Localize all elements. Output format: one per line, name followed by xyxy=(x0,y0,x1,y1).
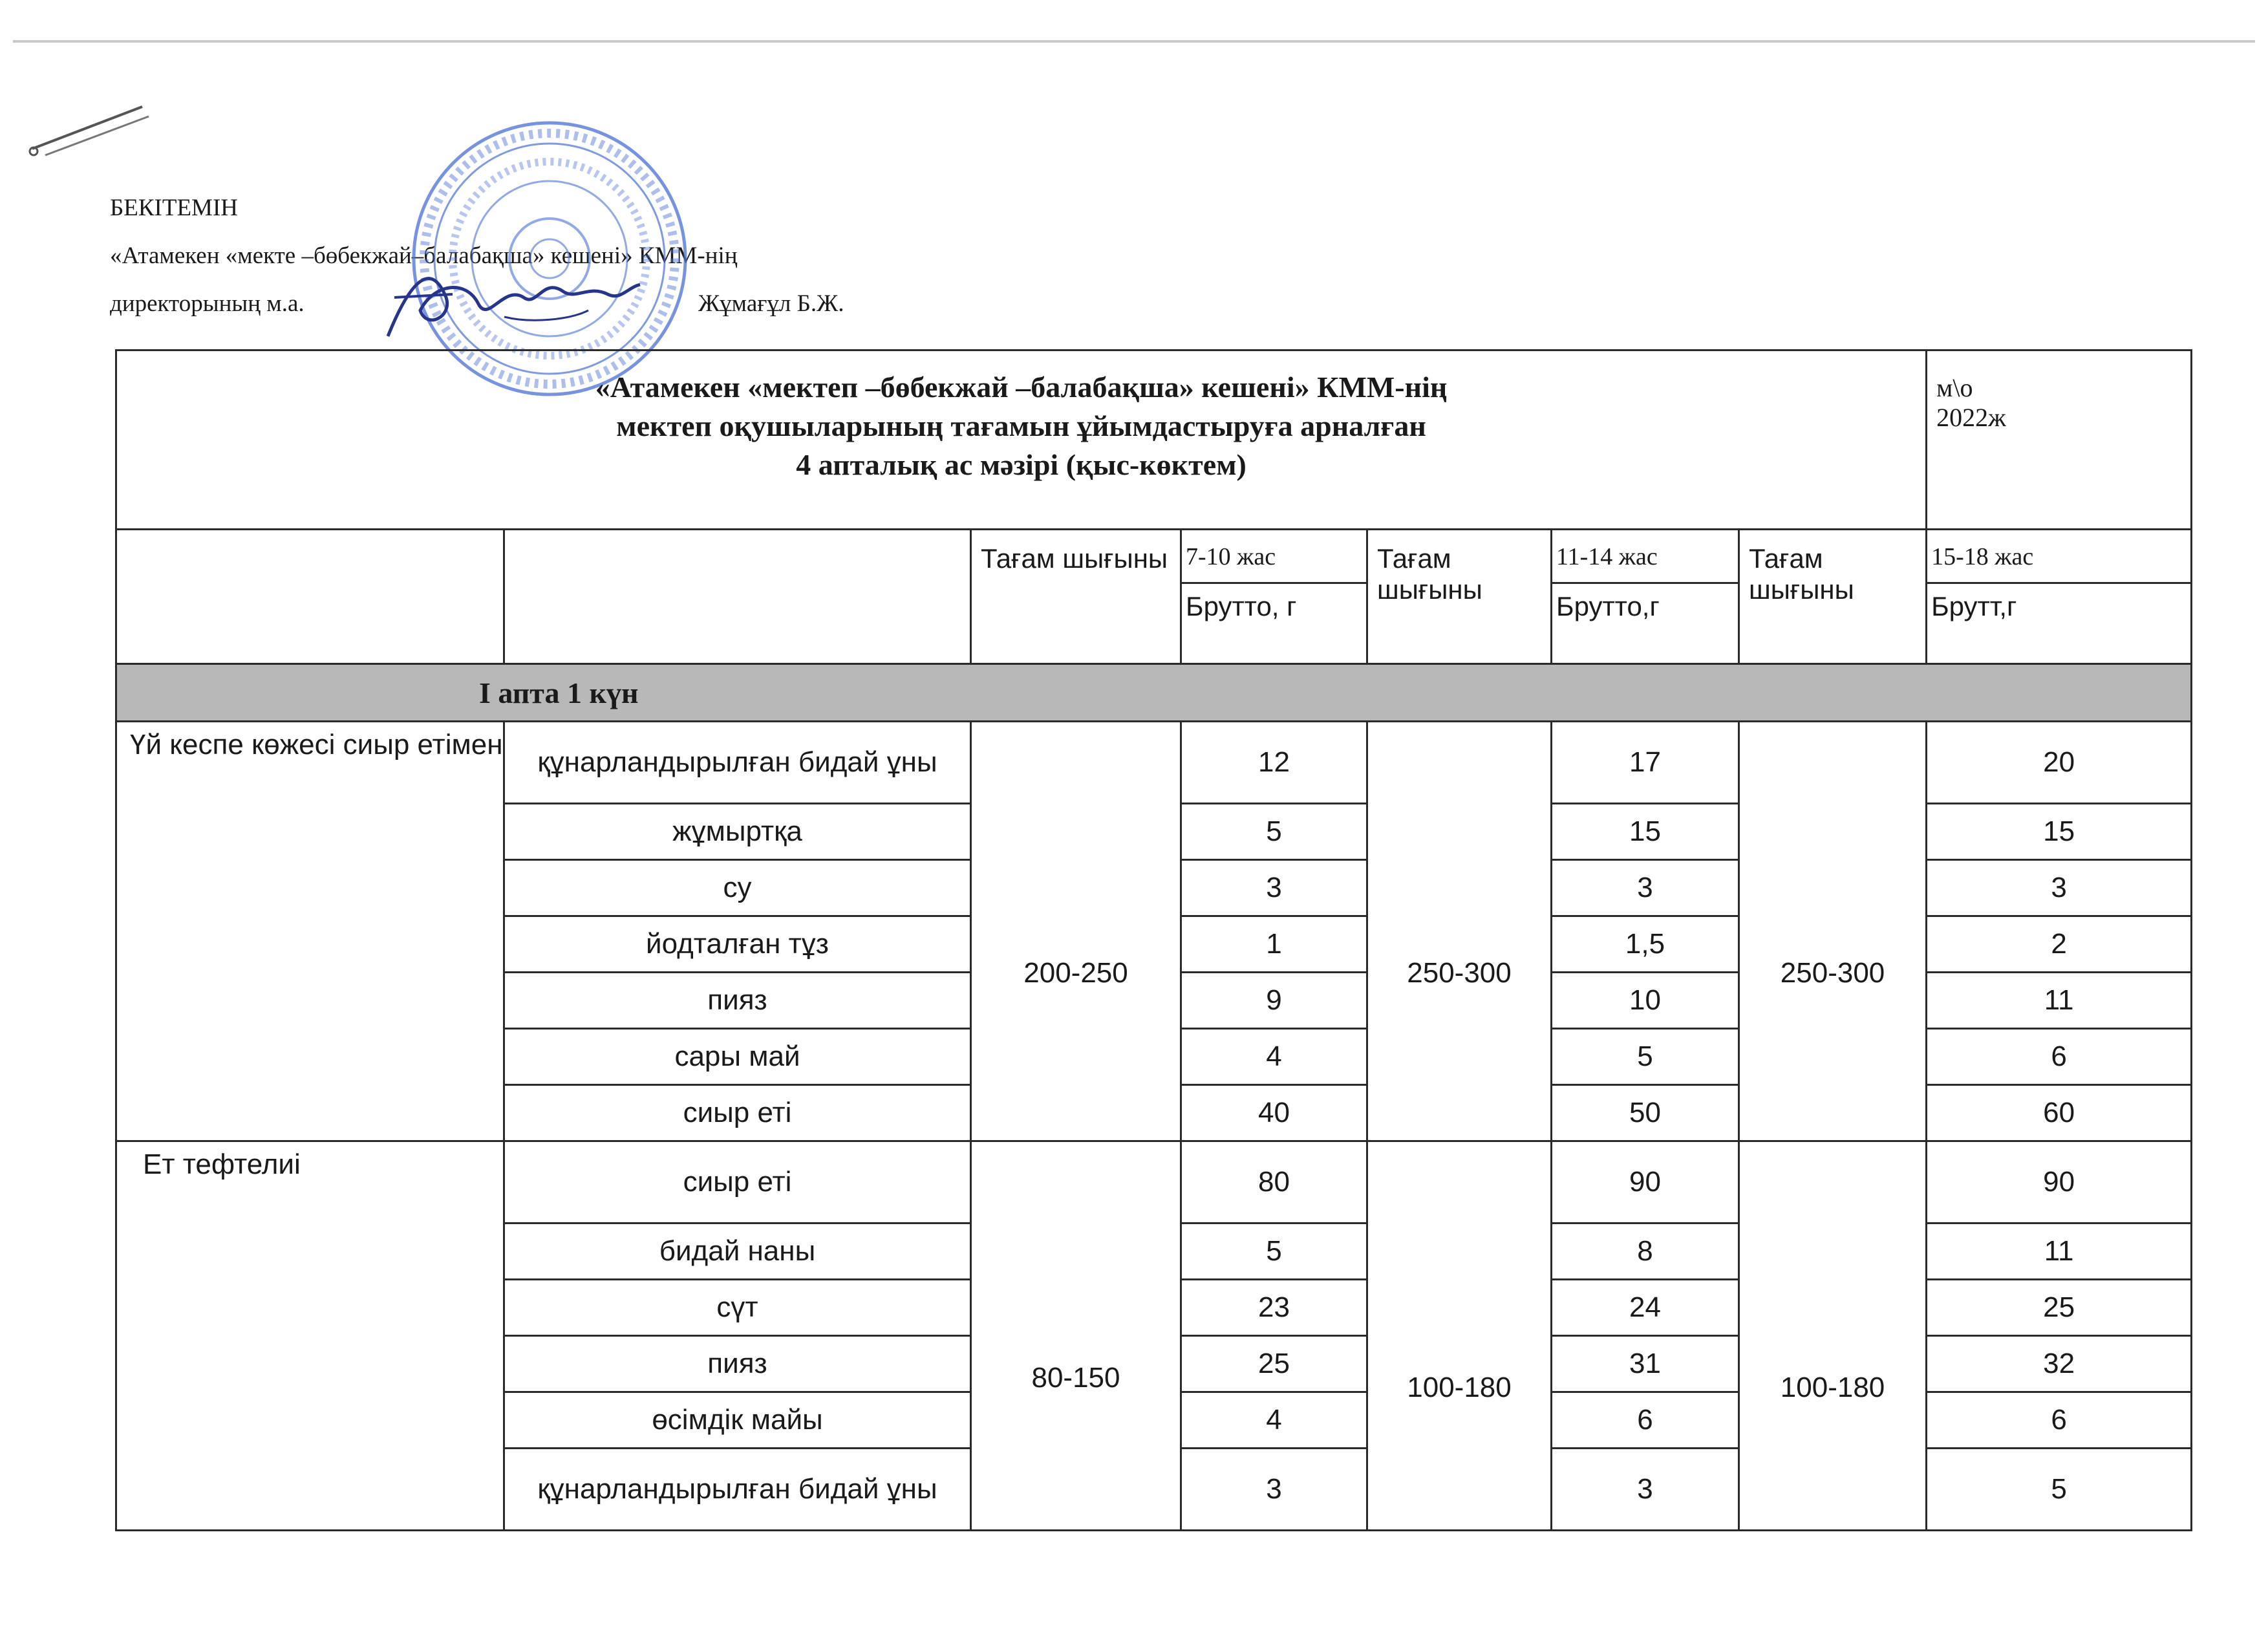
ingredient-name: сиыр еті xyxy=(504,1085,971,1141)
ingredient-name: өсімдік майы xyxy=(504,1392,971,1449)
gross-value: 15 xyxy=(1552,804,1739,860)
header-age-1: 7-10 жас xyxy=(1181,530,1367,583)
ingredient-name: пияз xyxy=(504,1336,971,1392)
gross-value: 90 xyxy=(1927,1141,2192,1223)
gross-value: 90 xyxy=(1552,1141,1739,1223)
portion-15-18: 100-180 xyxy=(1739,1141,1927,1531)
header-age-2: 11-14 жас xyxy=(1552,530,1739,583)
title-line-1: «Атамекен «мектеп –бөбекжай –балабақша» кешені» КММ-нің xyxy=(595,371,1448,404)
ingredient-name: құнарландырылған бидай ұны xyxy=(504,722,971,804)
gross-value: 25 xyxy=(1181,1336,1367,1392)
scan-edge-line xyxy=(13,40,2255,43)
gross-value: 12 xyxy=(1181,722,1367,804)
gross-value: 5 xyxy=(1181,1223,1367,1280)
menu-table xyxy=(115,349,2192,1531)
ingredient-name: сиыр еті xyxy=(504,1141,971,1223)
gross-value: 20 xyxy=(1927,722,2192,804)
ingredient-name: сары май xyxy=(504,1029,971,1085)
table-row xyxy=(116,722,2192,804)
header-empty-dish xyxy=(116,530,504,664)
gross-value: 6 xyxy=(1927,1392,2192,1449)
portion-7-10: 80-150 xyxy=(971,1141,1181,1531)
gross-value: 50 xyxy=(1552,1085,1739,1141)
director-signature xyxy=(375,259,647,349)
gross-value: 80 xyxy=(1181,1141,1367,1223)
gross-value: 60 xyxy=(1927,1085,2192,1141)
gross-value: 23 xyxy=(1181,1280,1367,1336)
title-line-3: 4 апталық ас мәзірі (қыс-көктем) xyxy=(796,448,1246,481)
gross-value: 6 xyxy=(1552,1392,1739,1449)
gross-value: 8 xyxy=(1552,1223,1739,1280)
gross-value: 3 xyxy=(1181,860,1367,916)
gross-value: 11 xyxy=(1927,1223,2192,1280)
gross-value: 15 xyxy=(1927,804,2192,860)
approve-position: директорының м.а. xyxy=(110,290,305,317)
gross-value: 5 xyxy=(1552,1029,1739,1085)
gross-value: 6 xyxy=(1927,1029,2192,1085)
gross-value: 31 xyxy=(1552,1336,1739,1392)
ingredient-name: құнарландырылған бидай ұны xyxy=(504,1449,971,1531)
title-line-2: мектеп оқушыларының тағамын ұйымдастыруға арналған xyxy=(616,409,1426,442)
gross-value: 1,5 xyxy=(1552,916,1739,973)
header-portion-2: Тағам шығыны xyxy=(1367,530,1552,664)
gross-value: 40 xyxy=(1181,1085,1367,1141)
dish-name: Ет тефтелиі xyxy=(116,1141,504,1531)
header-empty-ingredient xyxy=(504,530,971,664)
gross-value: 3 xyxy=(1552,860,1739,916)
ingredient-name: йодталған тұз xyxy=(504,916,971,973)
date-line-1: м\о xyxy=(1936,373,1973,402)
header-gross-2: Брутто,г xyxy=(1552,583,1739,664)
gross-value: 17 xyxy=(1552,722,1739,804)
header-portion-3: Тағам шығыны xyxy=(1739,530,1927,664)
gross-value: 5 xyxy=(1927,1449,2192,1531)
dish-name: Үй кеспе көжесі сиыр етімен xyxy=(116,722,504,1141)
director-name: Жұмағұл Б.Ж. xyxy=(698,290,844,317)
header-gross-3: Брутт,г xyxy=(1927,583,2192,664)
approve-org-line: «Атамекен «мекте –бөбекжай–балабақша» кешені» КММ-нің xyxy=(110,242,738,269)
gross-value: 25 xyxy=(1927,1280,2192,1336)
header-portion-1: Тағам шығыны xyxy=(971,530,1181,664)
gross-value: 5 xyxy=(1181,804,1367,860)
paperclip-mark xyxy=(26,97,155,162)
table-title xyxy=(116,350,1927,530)
portion-11-14: 100-180 xyxy=(1367,1141,1552,1531)
portion-7-10: 200-250 xyxy=(971,722,1181,1141)
week-day-row xyxy=(116,664,2192,722)
portion-11-14: 250-300 xyxy=(1367,722,1552,1141)
ingredient-name: пияз xyxy=(504,973,971,1029)
gross-value: 24 xyxy=(1552,1280,1739,1336)
ingredient-name: сүт xyxy=(504,1280,971,1336)
approve-label: БЕКІТЕМІН xyxy=(110,195,238,221)
header-gross-1: Брутто, г xyxy=(1181,583,1367,664)
gross-value: 4 xyxy=(1181,1029,1367,1085)
ingredient-name: бидай наны xyxy=(504,1223,971,1280)
date-line-2: 2022ж xyxy=(1936,403,2006,432)
date-cell xyxy=(1927,350,2192,530)
gross-value: 2 xyxy=(1927,916,2192,973)
gross-value: 1 xyxy=(1181,916,1367,973)
gross-value: 4 xyxy=(1181,1392,1367,1449)
portion-15-18: 250-300 xyxy=(1739,722,1927,1141)
gross-value: 11 xyxy=(1927,973,2192,1029)
gross-value: 32 xyxy=(1927,1336,2192,1392)
header-age-3: 15-18 жас xyxy=(1927,530,2192,583)
table-row xyxy=(116,1141,2192,1223)
gross-value: 3 xyxy=(1181,1449,1367,1531)
gross-value: 9 xyxy=(1181,973,1367,1029)
ingredient-name: су xyxy=(504,860,971,916)
gross-value: 3 xyxy=(1552,1449,1739,1531)
gross-value: 3 xyxy=(1927,860,2192,916)
week-day-label: І апта 1 күн xyxy=(479,676,639,709)
ingredient-name: жұмыртқа xyxy=(504,804,971,860)
gross-value: 10 xyxy=(1552,973,1739,1029)
